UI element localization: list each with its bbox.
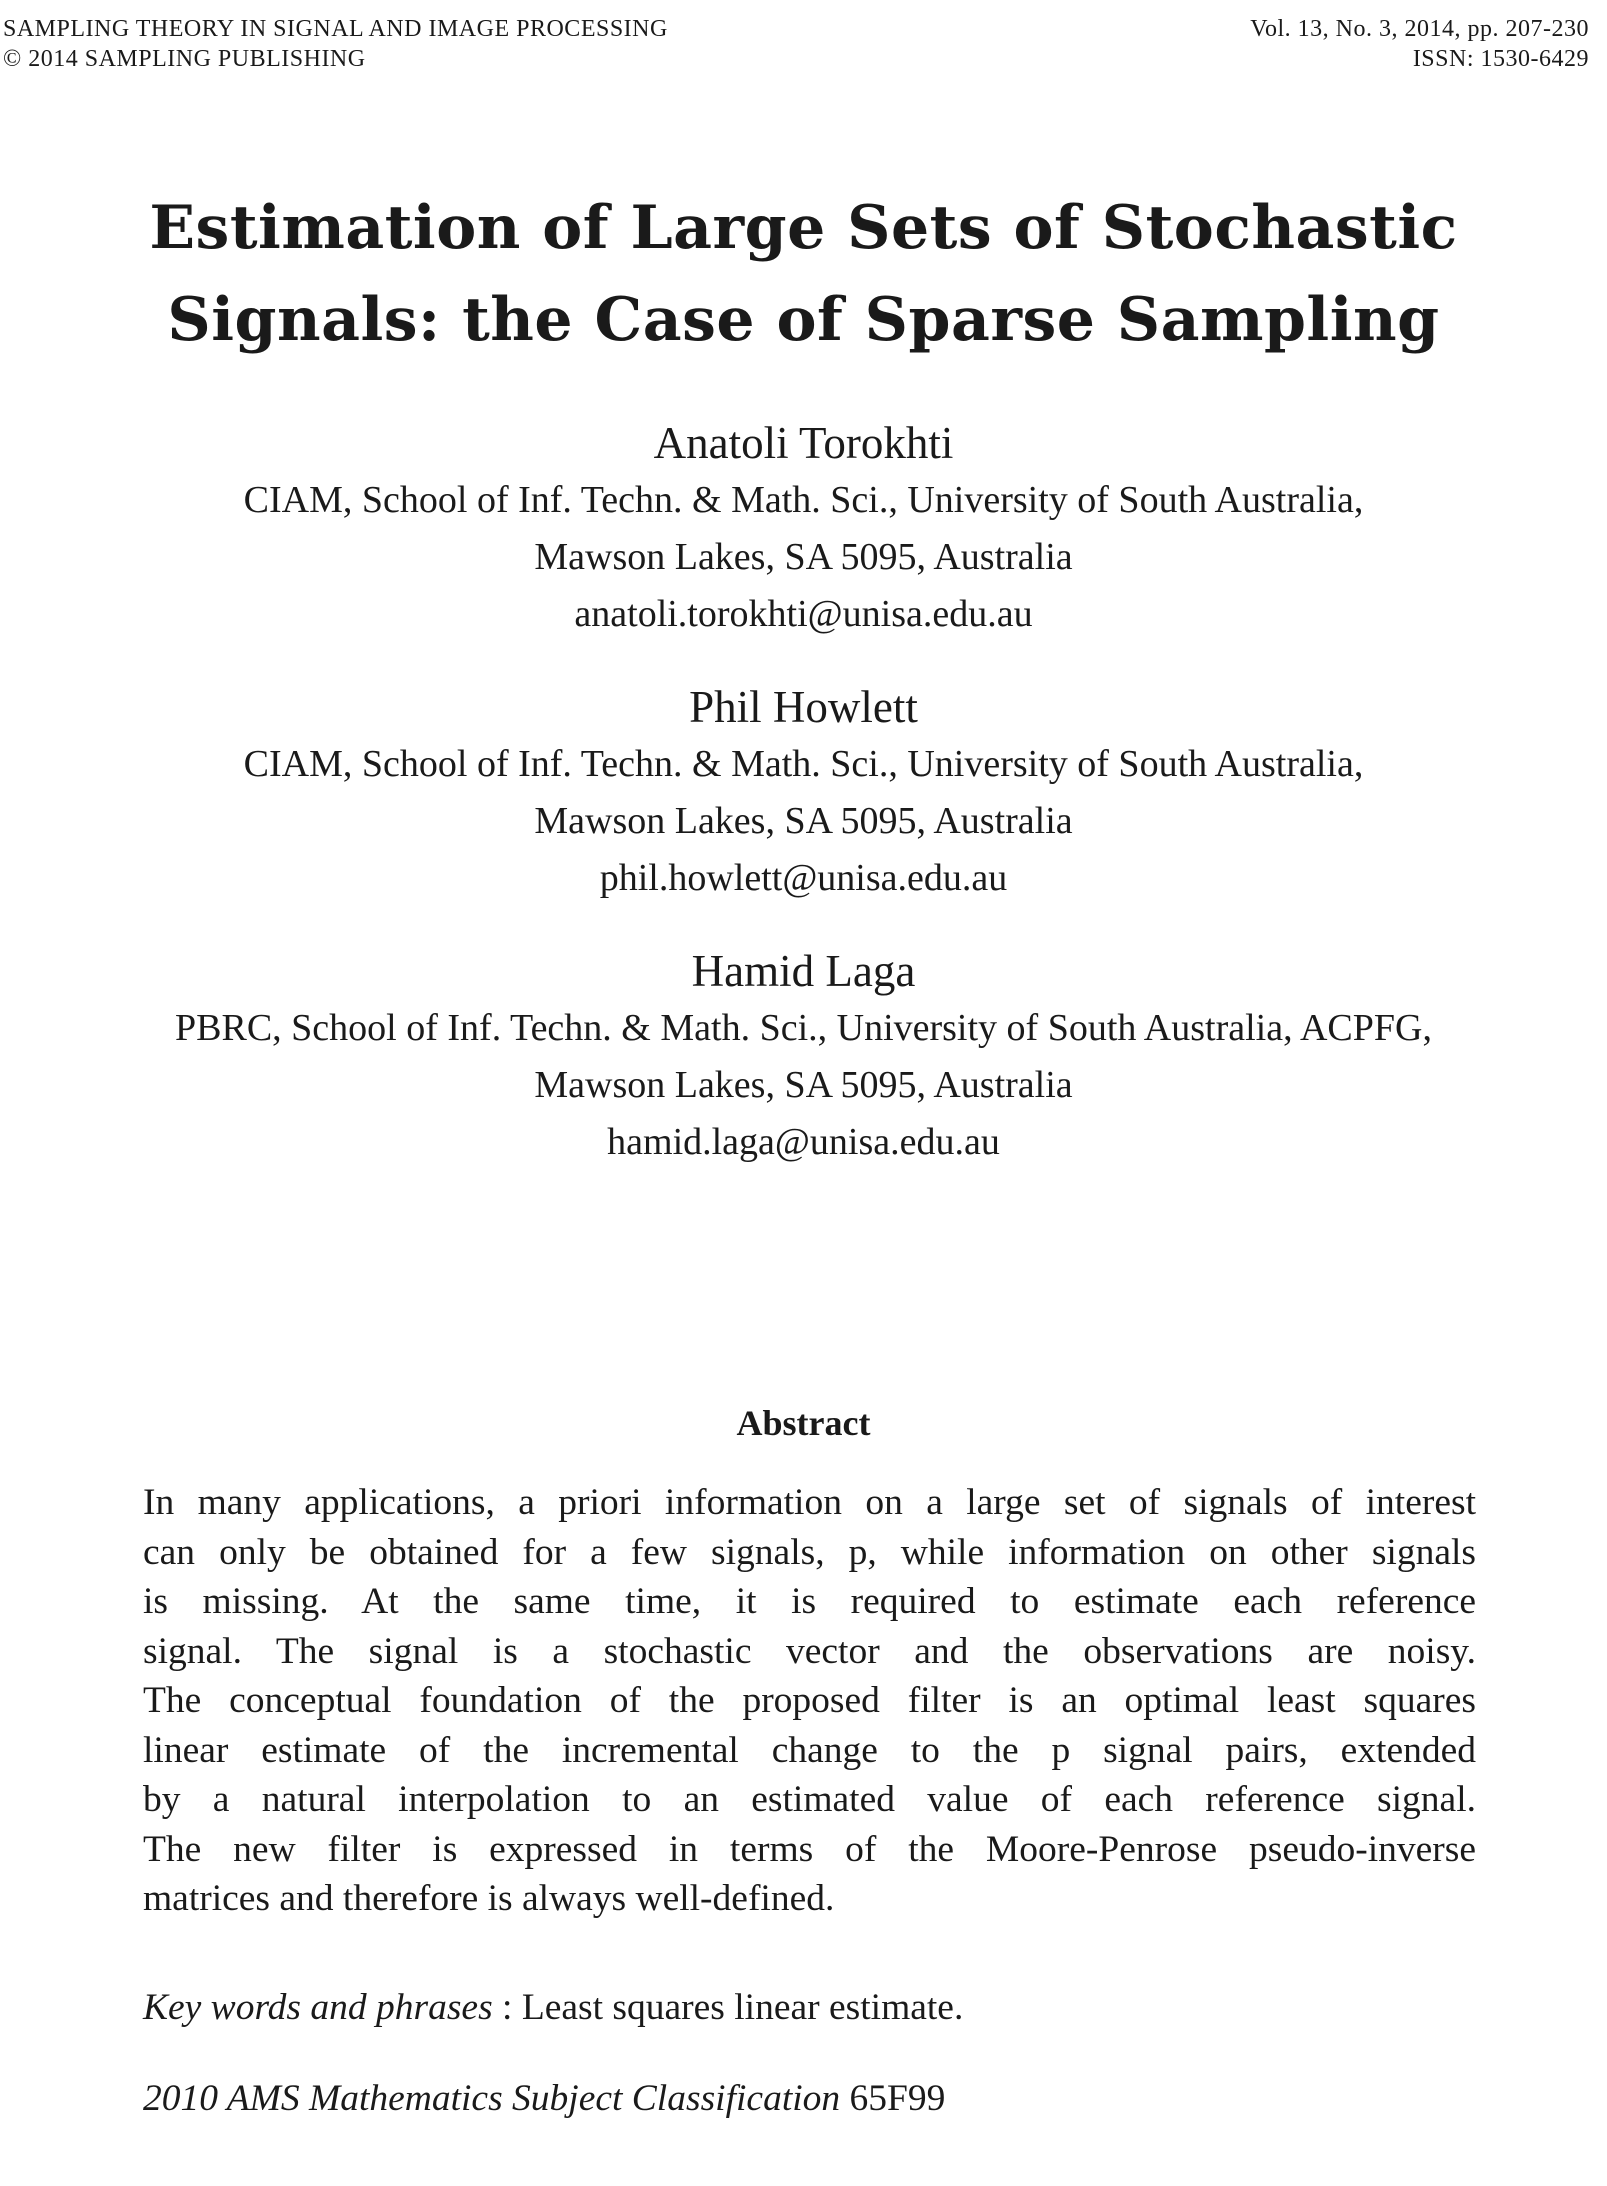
keywords-label: Key words and phrases <box>143 1987 493 2028</box>
abstract-line: The conceptual foundation of the proposed filter is an optimal least squares <box>143 1680 1476 1721</box>
author-block <box>0 678 1607 907</box>
title-line-1: Estimation of Large Sets of Stochastic <box>149 193 1458 263</box>
abstract-line: signal. The signal is a stochastic vector and the observations are noisy. <box>143 1630 1476 1672</box>
author-list <box>0 414 1607 1171</box>
msc-value: 65F99 <box>840 2078 946 2119</box>
abstract-line: The new filter is expressed in terms of the Moore-Penrose pseudo-inverse <box>143 1828 1476 1870</box>
abstract-line: by a natural interpolation to an estimated value of each reference signal. <box>143 1779 1476 1820</box>
abstract-text <box>143 1478 1476 1924</box>
author-name: Anatoli Torokhti <box>653 418 954 468</box>
abstract-heading: Abstract <box>736 1403 871 1443</box>
author-block <box>0 942 1607 1171</box>
abstract-line: linear estimate of the incremental change to the p signal pairs, extended <box>143 1729 1476 1771</box>
author-email: hamid.laga@unisa.edu.au <box>607 1121 1000 1163</box>
issn: ISSN: 1530-6429 <box>1412 46 1589 72</box>
author-affiliation: CIAM, School of Inf. Techn. & Math. Sci., University of South Australia, <box>243 479 1364 521</box>
abstract-line: In many applications, a priori information on a large set of signals of interest <box>143 1482 1476 1523</box>
title-line-2: Signals: the Case of Sparse Sampling <box>167 285 1440 355</box>
keywords-value: Least squares linear estimate. <box>521 1987 964 2028</box>
abstract-line: is missing. At the same time, it is required to estimate each reference <box>143 1581 1476 1622</box>
subject-classification <box>143 2075 945 2123</box>
author-address: Mawson Lakes, SA 5095, Australia <box>534 1064 1073 1106</box>
keywords <box>143 1984 963 2032</box>
author-block <box>0 414 1607 643</box>
author-name: Phil Howlett <box>689 682 918 732</box>
issue-info <box>1250 14 1589 74</box>
author-email: phil.howlett@unisa.edu.au <box>599 857 1008 899</box>
abstract-line: matrices and therefore is always well-defined. <box>143 1878 835 1919</box>
keywords-separator: : <box>492 1987 522 2028</box>
author-address: Mawson Lakes, SA 5095, Australia <box>534 800 1073 842</box>
paper-title <box>0 182 1607 366</box>
publisher-copyright: © 2014 SAMPLING PUBLISHING <box>3 46 366 72</box>
journal-name: SAMPLING THEORY IN SIGNAL AND IMAGE PROCESSING <box>3 16 668 42</box>
msc-label: 2010 AMS Mathematics Subject Classification <box>143 2078 841 2119</box>
journal-info <box>3 14 668 74</box>
author-name: Hamid Laga <box>691 946 916 996</box>
volume-info: Vol. 13, No. 3, 2014, pp. 207-230 <box>1250 16 1589 42</box>
abstract-line: can only be obtained for a few signals, p, while information on other signals <box>143 1531 1476 1573</box>
author-email: anatoli.torokhti@unisa.edu.au <box>574 593 1033 635</box>
author-affiliation: CIAM, School of Inf. Techn. & Math. Sci., University of South Australia, <box>243 743 1364 785</box>
author-affiliation: PBRC, School of Inf. Techn. & Math. Sci., University of South Australia, ACPFG, <box>175 1007 1432 1049</box>
author-address: Mawson Lakes, SA 5095, Australia <box>534 536 1073 578</box>
